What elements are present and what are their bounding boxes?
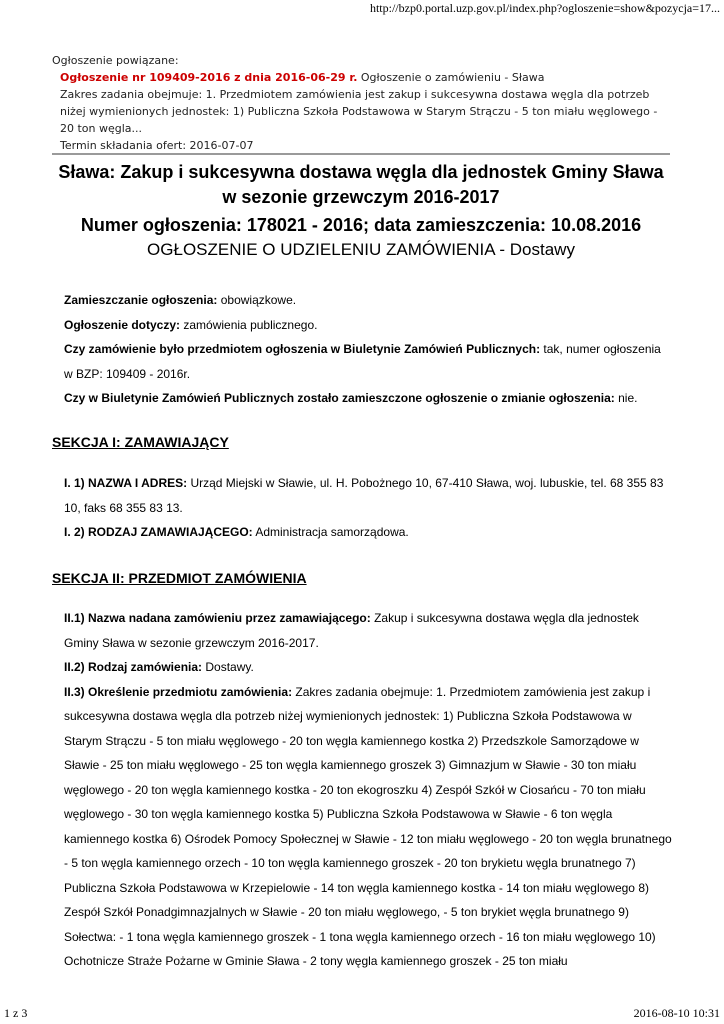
change-label: Czy w Biuletynie Zamówień Publicznych zostało zamieszczone ogłoszenie o zmianie ogłoszenia: — [64, 391, 615, 405]
placement-value: obowiązkowe. — [217, 293, 297, 307]
concerns-row — [64, 313, 672, 338]
buyer-type-value: Administracja samorządowa. — [252, 525, 409, 539]
notice-type: OGŁOSZENIE O UDZIELENIU ZAMÓWIENIA - Dostawy — [147, 240, 575, 259]
change-row — [64, 386, 672, 411]
related-label: Ogłoszenie powiązane: — [52, 54, 179, 67]
divider — [52, 153, 670, 155]
contract-name-label: II.1) Nazwa nadana zamówieniu przez zamawiającego: — [64, 611, 371, 625]
name-address-value: Urząd Miejski w Sławie, ul. H. Pobożnego 10, 67-410 Sława, woj. lubuskie, tel. 68 355 83 10, faks 68 355 83 13. — [64, 476, 664, 515]
contract-name-value: Zakup i sukcesywna dostawa węgla dla jednostek Gminy Sława w sezonie grzewczym 2016-2017. — [64, 611, 639, 650]
notice-number: Numer ogłoszenia: 178021 - 2016; data zamieszczenia: 10.08.2016 — [80, 215, 642, 235]
contract-kind-label: II.2) Rodzaj zamówienia: — [64, 660, 203, 674]
print-datetime: 2016-08-10 10:31 — [633, 1006, 720, 1020]
name-address-row — [64, 471, 672, 520]
section-1-heading: SEKCJA I: ZAMAWIAJĄCY — [52, 434, 229, 450]
contract-kind-value: Dostawy. — [202, 660, 254, 674]
related-notice — [52, 52, 672, 154]
bzp-label: Czy zamówienie było przedmiotem ogłoszenia w Biuletynie Zamówień Publicznych: — [64, 342, 541, 356]
section-2-heading: SEKCJA II: PRZEDMIOT ZAMÓWIENIA — [52, 570, 307, 586]
concerns-value: zamówienia publicznego. — [180, 317, 318, 332]
bzp-value: tak, numer ogłoszenia w BZP: 109409 - 2016r. — [64, 342, 661, 381]
placement-row — [64, 288, 672, 313]
related-scope: Zakres zadania obejmuje: 1. Przedmiotem zamówienia jest zakup i sukcesywna dostawa węgla dla potrzeb niżej wymienionych jednostek: 1) Publiczna Szkoła Podstawowa w Starym Strączu - 5 ton miału węglowego - 20 ton węgla... — [60, 88, 658, 135]
concerns-label: Ogłoszenie dotyczy: — [64, 317, 181, 332]
contract-description-value: Zakres zadania obejmuje: 1. Przedmiotem zamówienia jest zakup i sukcesywna dostawa węgla dla potrzeb niżej wymienionych jednostek: 1) Publiczna Szkoła Podstawowa w Starym Strączu - 5 ton miału węglowego - 20 ton węgla kamiennego kostka 2) Przedszkole Samorządowe w Sławie - 25 ton miału węglowego - 25 ton węgla kamiennego groszek 3) Gimnazjum w Sławie - 30 ton miału węglowego - 20 ton węgla kamiennego kostka - 20 ton ekogroszku 4) Zespół Szkół w Ciosańcu - 70 ton miału węglowego - 30 ton węgla kamiennego kostka 5) Publiczna Szkoła Podstawowa w Sławie - 6 ton węgla kamiennego kostka 6) Ośrodek Pomocy Społecznej w Sławie - 12 ton miału węglowego - 20 ton węgla brunatnego - 5 ton węgla kamiennego orzech - 10 ton węgla kamiennego groszek - 20 ton brykietu węgla brunatnego 7) Publiczna Szkoła Podstawowa w Krzepielowie - 14 ton węgla kamiennego kostka - 14 ton miału węglowego 8) Zespół Szkół Ponadgimnazjalnych w Sławie - 20 ton miału węglowego, - 5 ton brykiet węgla brunatnego 9) Sołectwa: - 1 tona węgla kamiennego groszek - 1 tona węgla kamiennego orzech - 16 ton miału węglowego 10) Ochotnicze Straże Pożarne w Gminie Sława - 2 tony węgla kamiennego groszek - 25 ton miału — [64, 684, 672, 968]
buyer-type-row — [64, 520, 672, 545]
related-deadline: Termin składania ofert: 2016-07-07 — [60, 139, 254, 152]
contract-description-label: II.3) Określenie przedmiotu zamówienia: — [64, 684, 293, 699]
section-2-body — [64, 606, 672, 974]
related-notice-type: Ogłoszenie o zamówieniu - Sława — [357, 71, 545, 84]
related-body — [52, 69, 672, 154]
related-notice-link[interactable]: Ogłoszenie nr 109409-2016 z dnia 2016-06-29 r. — [60, 71, 358, 84]
buyer-type-label: I. 2) RODZAJ ZAMAWIAJĄCEGO: — [64, 525, 253, 539]
meta-block — [64, 288, 672, 411]
bzp-row — [64, 337, 672, 386]
contract-name-row — [64, 606, 672, 655]
change-value: nie. — [614, 391, 638, 405]
contract-description-row — [64, 680, 672, 974]
placement-label: Zamieszczanie ogłoszenia: — [64, 293, 218, 307]
title-block — [52, 160, 670, 262]
page-title: Sława: Zakup i sukcesywna dostawa węgla dla jednostek Gminy Sława w sezonie grzewczym 2016-2017 — [58, 162, 664, 207]
page-url: http://bzp0.portal.uzp.gov.pl/index.php?ogloszenie=show&pozycja=17... — [369, 1, 720, 15]
name-address-label: I. 1) NAZWA I ADRES: — [64, 476, 188, 490]
page-number: 1 z 3 — [4, 1006, 28, 1020]
section-1-body — [64, 471, 672, 545]
contract-kind-row — [64, 655, 672, 680]
